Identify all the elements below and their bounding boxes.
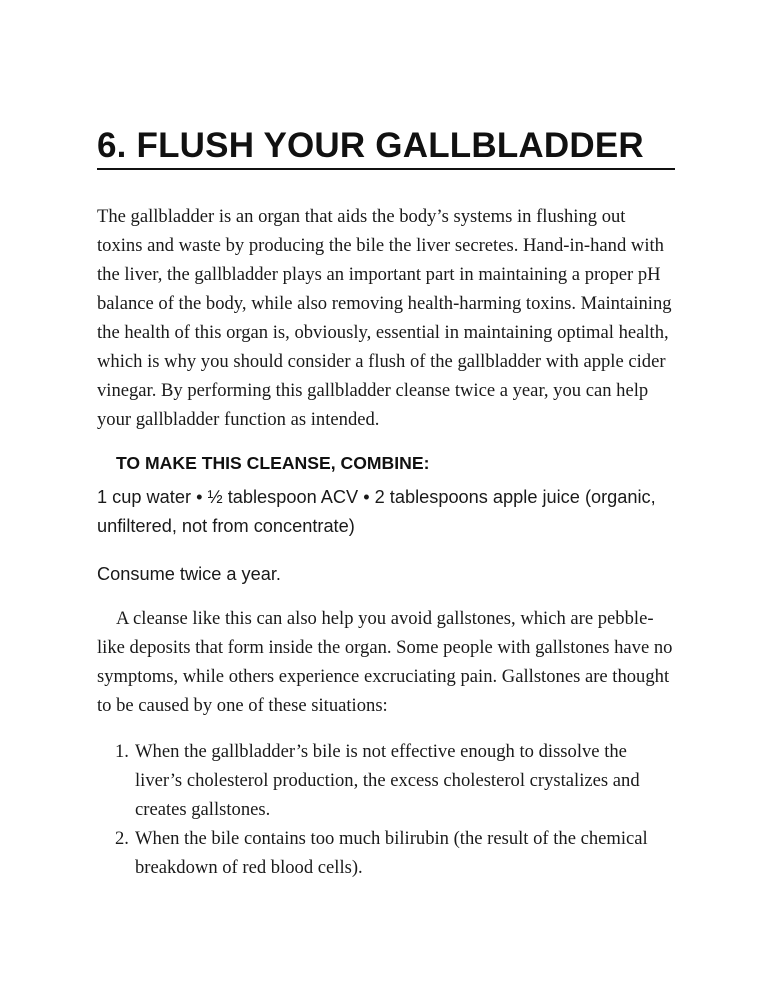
list-item-text: When the gallbladder’s bile is not effective enough to dissolve the liver’s cholesterol production, the excess cholesterol crystalizes and creates gallstones.: [135, 741, 640, 820]
gallstones-paragraph: A cleanse like this can also help you avoid gallstones, which are pebble-like deposits that form inside the organ. Some people with gallstones have no symptoms, while others experience excruciating pain. Gallstones are thought to be caused by one of these situations:: [97, 608, 673, 716]
list-item-number: 1.: [115, 741, 129, 762]
title-underline: [97, 168, 675, 170]
list-item-number: 2.: [115, 828, 129, 849]
gallstone-causes-list: [97, 737, 675, 882]
recipe-heading: TO MAKE THIS CLEANSE, COMBINE:: [116, 453, 430, 473]
list-item: [97, 824, 675, 882]
section-title: 6. FLUSH YOUR GALLBLADDER: [97, 126, 644, 165]
list-item: [97, 737, 675, 824]
recipe-frequency: Consume twice a year.: [97, 564, 281, 584]
recipe-ingredients: 1 cup water • ½ tablespoon ACV • 2 tablespoons apple juice (organic, unfiltered, not from concentrate): [97, 487, 656, 536]
intro-paragraph: The gallbladder is an organ that aids the body’s systems in flushing out toxins and waste by producing the bile the liver secretes. Hand-in-hand with the liver, the gallbladder plays an important part in maintaining a proper pH balance of the body, while also removing health-harming toxins. Maintaining the health of this organ is, obviously, essential in maintaining optimal health, which is why you should consider a flush of the gallbladder with apple cider vinegar. By performing this gallbladder cleanse twice a year, you can help your gallbladder function as intended.: [97, 206, 672, 430]
list-item-text: When the bile contains too much bilirubin (the result of the chemical breakdown of red blood cells).: [135, 828, 648, 878]
